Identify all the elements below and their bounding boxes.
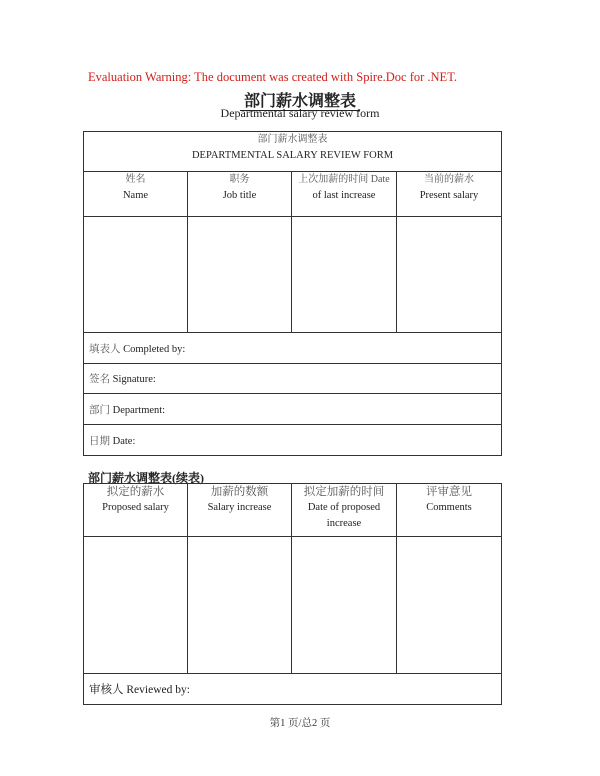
department-row bbox=[84, 394, 502, 425]
field-label-en: Completed by: bbox=[123, 343, 186, 355]
comments-entry-cell[interactable] bbox=[397, 537, 502, 674]
column-header-row bbox=[84, 172, 502, 217]
column-header-row-2 bbox=[84, 484, 502, 537]
form-title-en: DEPARTMENTAL SALARY REVIEW FORM bbox=[191, 150, 394, 161]
column-label-cn: 上次加薪的时间 Date bbox=[298, 174, 390, 185]
column-label-cn: 姓名 bbox=[125, 174, 146, 185]
column-label-en: Comments bbox=[426, 502, 472, 513]
column-label-cn: 加薪的数额 bbox=[210, 486, 269, 498]
salary-review-form bbox=[83, 131, 502, 456]
field-label-en: Department: bbox=[112, 404, 166, 416]
field-label-cn: 签名 bbox=[89, 374, 110, 385]
date-row bbox=[84, 425, 502, 456]
completed-by-row bbox=[84, 333, 502, 364]
column-label-en: Name bbox=[122, 190, 149, 201]
entry-row bbox=[84, 217, 502, 333]
field-label-cn: 部门 bbox=[89, 404, 110, 416]
salary-increase-entry-cell[interactable] bbox=[188, 537, 292, 674]
job-title-entry-cell[interactable] bbox=[188, 217, 292, 333]
form-title-cn: 部门薪水调整表 bbox=[257, 134, 328, 145]
page-number: 第1 页/总2 页 bbox=[269, 718, 331, 729]
column-label-en: of last increase bbox=[312, 190, 376, 201]
reviewed-by-row bbox=[84, 674, 502, 705]
column-label-en: Salary increase bbox=[207, 502, 272, 513]
evaluation-warning: Evaluation Warning: The document was created with Spire.Doc for .NET. bbox=[88, 70, 458, 84]
proposed-salary-entry-cell[interactable] bbox=[84, 537, 188, 674]
document-title-text: 部门薪水调整表 bbox=[240, 93, 360, 111]
form-header-row bbox=[84, 132, 502, 172]
column-label-cn: 拟定加薪的时间 bbox=[303, 486, 385, 498]
column-label-en-line2: increase bbox=[326, 518, 362, 529]
last-increase-entry-cell[interactable] bbox=[292, 217, 397, 333]
column-label-en: Date of proposed bbox=[307, 502, 381, 513]
name-entry-cell[interactable] bbox=[84, 217, 188, 333]
column-header-salary-increase bbox=[188, 484, 292, 537]
completed-by-field[interactable] bbox=[84, 333, 502, 364]
column-header-proposed-salary bbox=[84, 484, 188, 537]
column-label-cn: 职务 bbox=[229, 174, 250, 185]
department-field[interactable] bbox=[84, 394, 502, 425]
field-label-en: Signature: bbox=[112, 374, 156, 385]
entry-row-2 bbox=[84, 537, 502, 674]
column-header-job-title bbox=[188, 172, 292, 217]
column-label-en: Job title bbox=[222, 190, 257, 201]
date-field[interactable] bbox=[84, 425, 502, 456]
column-header-date-proposed bbox=[292, 484, 397, 537]
document-subtitle: Departmental salary review form bbox=[220, 106, 380, 120]
column-header-last-increase bbox=[292, 172, 397, 217]
present-salary-entry-cell[interactable] bbox=[397, 217, 502, 333]
signature-row bbox=[84, 364, 502, 394]
date-proposed-entry-cell[interactable] bbox=[292, 537, 397, 674]
column-label-cn: 当前的薪水 bbox=[424, 174, 474, 185]
salary-review-form-continued bbox=[83, 483, 502, 705]
field-label-en: Date: bbox=[112, 435, 136, 447]
column-label-en: Present salary bbox=[419, 190, 479, 201]
column-label-cn: 评审意见 bbox=[426, 486, 472, 498]
column-label-en: Proposed salary bbox=[102, 502, 169, 513]
column-header-comments bbox=[397, 484, 502, 537]
column-header-name bbox=[84, 172, 188, 217]
continuation-section-title: 部门薪水调整表(续表) bbox=[88, 471, 204, 485]
column-label-cn: 拟定的薪水 bbox=[106, 486, 165, 498]
field-label-cn: 日期 bbox=[89, 435, 110, 447]
form-header-cell bbox=[84, 132, 502, 172]
reviewed-by-field[interactable]: 审核人 Reviewed by: bbox=[84, 674, 502, 705]
column-header-present-salary bbox=[397, 172, 502, 217]
field-label-cn: 填表人 bbox=[89, 343, 121, 355]
signature-field[interactable] bbox=[84, 364, 502, 394]
